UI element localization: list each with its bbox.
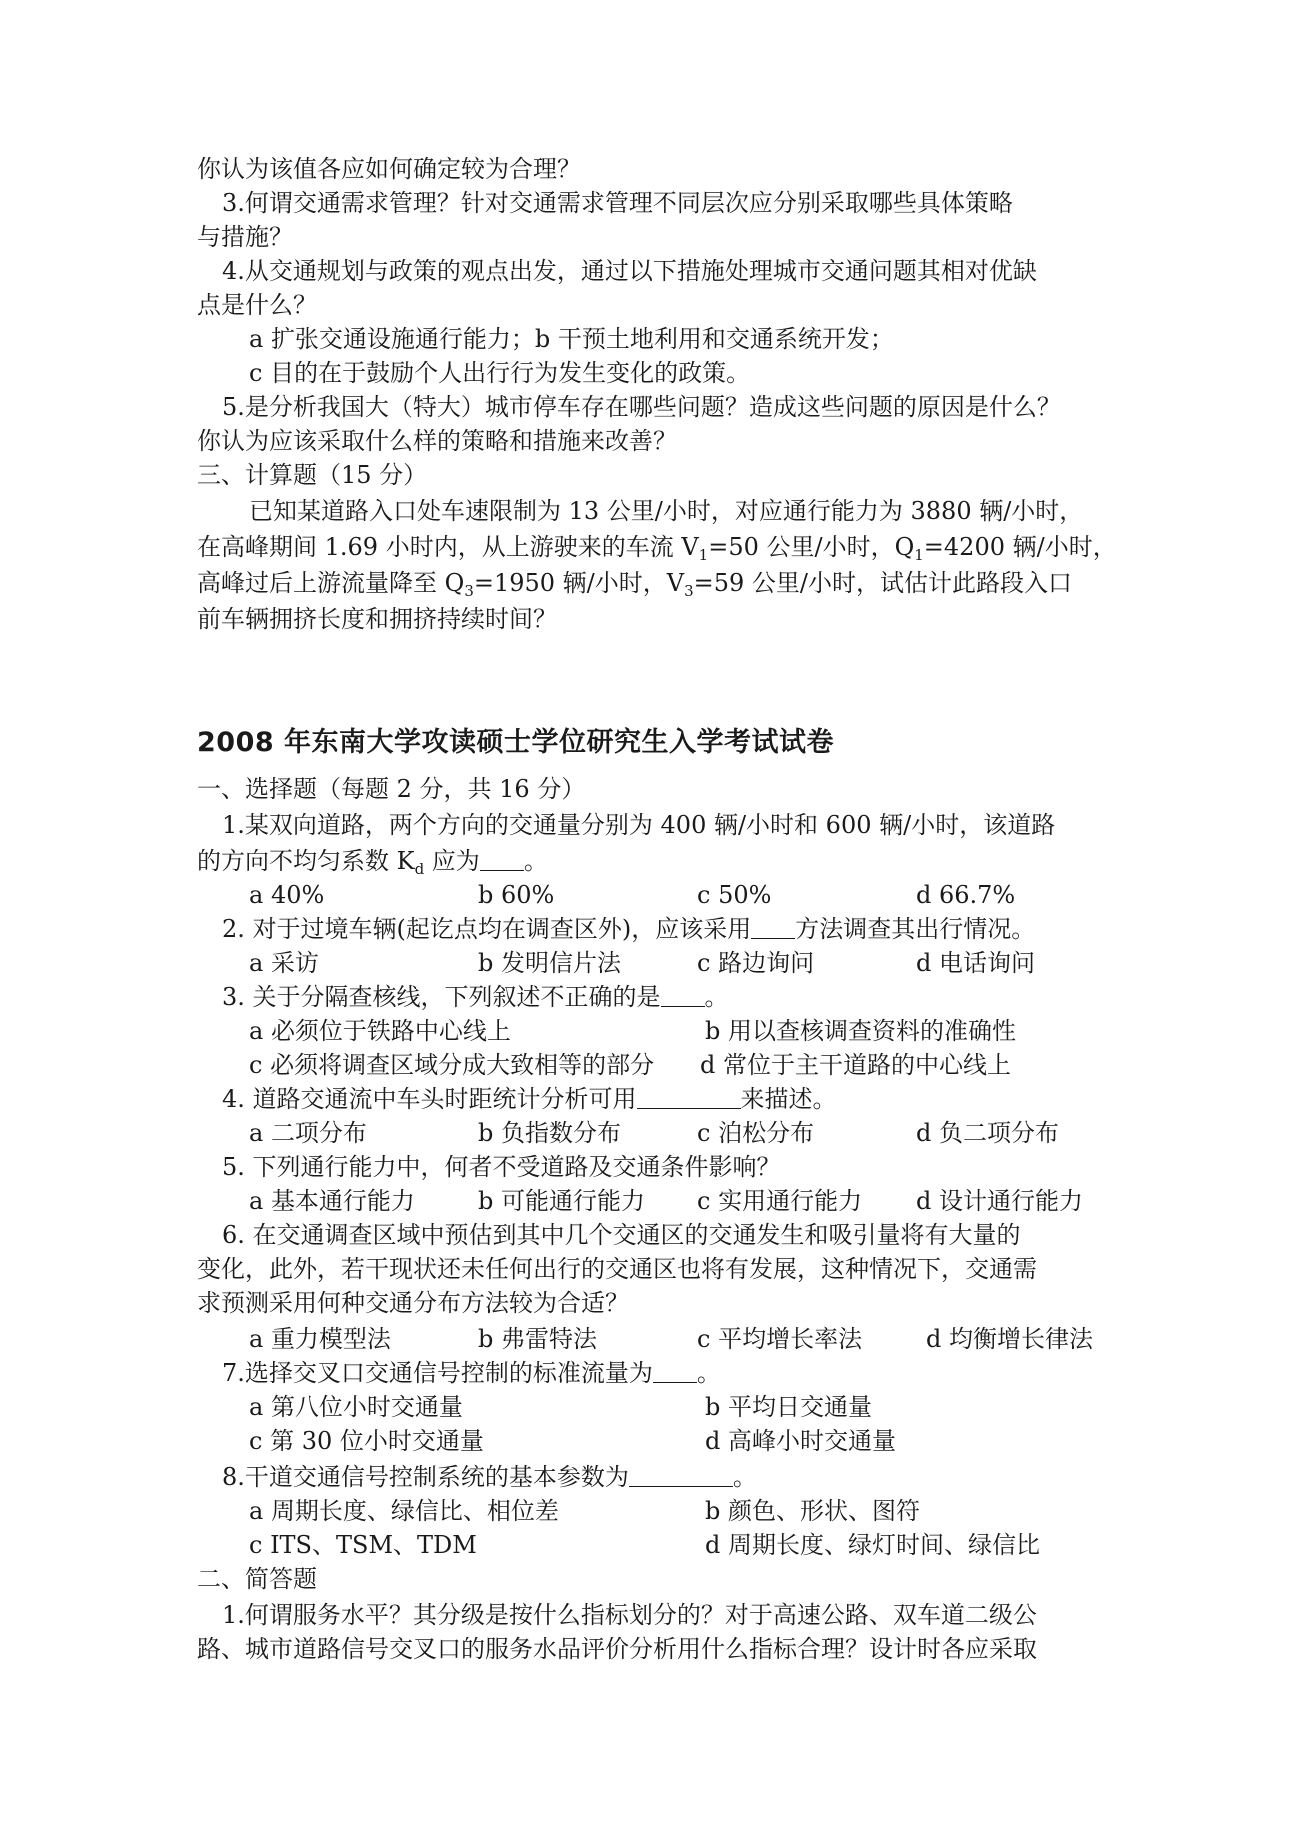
option: c 50% xyxy=(697,881,772,909)
answer-blank xyxy=(637,1086,741,1109)
option: b 用以查核调查资料的准确性 xyxy=(705,1017,1016,1045)
text-line: 你认为该值各应如何确定较为合理？ xyxy=(197,155,581,183)
option-line: a 扩张交通设施通行能力；b 干预土地利用和交通系统开发； xyxy=(249,325,894,353)
calc-line: 前车辆拥挤长度和拥挤持续时间？ xyxy=(197,605,557,633)
question-4: 4. 道路交通流中车头时距统计分析可用 来描述。 xyxy=(222,1085,837,1113)
text-line: 路、城市道路信号交叉口的服务水品评价分析用什么指标合理？设计时各应采取 xyxy=(197,1635,1037,1663)
answer-blank xyxy=(480,848,524,871)
section-heading-short: 二、简答题 xyxy=(197,1565,317,1593)
question-7: 7.选择交叉口交通信号控制的标准流量为 。 xyxy=(222,1359,721,1387)
calc-line: 在高峰期间 1.69 小时内，从上游驶来的车流 $V_1=50$ 公里/小时，$Q_1=4200$ 辆/小时， xyxy=(197,533,1117,564)
question-5: 5.是分析我国大（特大）城市停车存在哪些问题？造成这些问题的原因是什么？ xyxy=(222,393,1061,421)
answer-blank xyxy=(653,1360,697,1383)
option: a 40% xyxy=(249,881,325,909)
option: d 常位于主干道路的中心线上 xyxy=(700,1051,1011,1079)
option: d 周期长度、绿灯时间、绿信比 xyxy=(705,1531,1040,1559)
option: b 颜色、形状、图符 xyxy=(705,1497,920,1525)
option: c ITS、TSM、TDM xyxy=(249,1531,477,1559)
option: a 采访 xyxy=(249,949,319,977)
option: c 路边询问 xyxy=(697,949,815,977)
question-6: 6. 在交通调查区域中预估到其中几个交通区的交通发生和吸引量将有大量的 xyxy=(222,1221,1021,1249)
question-1: 1.某双向道路，两个方向的交通量分别为 400 辆/小时和 600 辆/小时，该道路 xyxy=(222,811,1056,839)
text-line: 求预测采用何种交通分布方法较为合适？ xyxy=(197,1289,629,1317)
option: d 负二项分布 xyxy=(916,1119,1059,1147)
option: d 高峰小时交通量 xyxy=(705,1427,896,1455)
text-line: 与措施？ xyxy=(197,223,293,251)
option: b 可能通行能力 xyxy=(478,1187,645,1215)
question-5: 5. 下列通行能力中，何者不受道路及交通条件影响？ xyxy=(222,1153,781,1181)
text-line: 变化，此外，若干现状还未任何出行的交通区也将有发展，这种情况下，交通需 xyxy=(197,1255,1037,1283)
option: c 第 30 位小时交通量 xyxy=(249,1427,484,1455)
calc-line: 高峰过后上游流量降至 $Q_3=1950$ 辆/小时，$V_3=59$ 公里/小时，试估计此路段入口 xyxy=(197,569,1073,600)
option: d 66.7% xyxy=(916,881,1016,909)
answer-blank xyxy=(629,1464,733,1487)
text-line: 你认为应该采取什么样的策略和措施来改善？ xyxy=(197,427,677,455)
question-3: 3.何谓交通需求管理？针对交通需求管理不同层次应分别采取哪些具体策略 xyxy=(222,189,1013,217)
question-1-cont: 的方向不均匀系数 $K_d$ 应为 。 xyxy=(197,847,548,878)
short-question-1: 1.何谓服务水平？其分级是按什么指标划分的？对于高速公路、双车道二级公 xyxy=(222,1601,1037,1629)
section-heading-choice: 一、选择题（每题 2 分，共 16 分） xyxy=(197,775,586,803)
option: b 发明信片法 xyxy=(478,949,621,977)
option: a 必须位于铁路中心线上 xyxy=(249,1017,511,1045)
question-4: 4.从交通规划与政策的观点出发，通过以下措施处理城市交通问题其相对优缺 xyxy=(222,257,1037,285)
option: c 泊松分布 xyxy=(697,1119,815,1147)
option: a 二项分布 xyxy=(249,1119,367,1147)
option: a 第八位小时交通量 xyxy=(249,1393,463,1421)
option: d 设计通行能力 xyxy=(916,1187,1083,1215)
option: b 平均日交通量 xyxy=(705,1393,872,1421)
option: b 60% xyxy=(478,881,555,909)
text-line: 点是什么？ xyxy=(197,291,317,319)
option: a 基本通行能力 xyxy=(249,1187,415,1215)
section-heading-calc: 三、计算题（15 分） xyxy=(197,461,428,489)
question-8: 8.干道交通信号控制系统的基本参数为 。 xyxy=(222,1463,757,1491)
option: d 电话询问 xyxy=(916,949,1035,977)
option: c 必须将调查区域分成大致相等的部分 xyxy=(249,1051,655,1079)
option-line: c 目的在于鼓励个人出行行为发生变化的政策。 xyxy=(249,359,751,387)
question-2: 2. 对于过境车辆(起讫点均在调查区外)，应该采用 方法调查其出行情况。 xyxy=(222,915,1036,943)
option: d 均衡增长律法 xyxy=(926,1325,1093,1353)
answer-blank xyxy=(661,984,705,1007)
answer-blank xyxy=(751,916,795,939)
option: b 弗雷特法 xyxy=(478,1325,597,1353)
option: c 实用通行能力 xyxy=(697,1187,863,1215)
question-3: 3. 关于分隔查核线，下列叙述不正确的是 。 xyxy=(222,983,729,1011)
option: a 周期长度、绿信比、相位差 xyxy=(249,1497,559,1525)
exam-title: 2008 年东南大学攻读硕士学位研究生入学考试试卷 xyxy=(197,727,835,758)
option: c 平均增长率法 xyxy=(697,1325,863,1353)
option: b 负指数分布 xyxy=(478,1119,621,1147)
calc-line: 已知某道路入口处车速限制为 13 公里/小时，对应通行能力为 3880 辆/小时， xyxy=(249,497,1084,525)
option: a 重力模型法 xyxy=(249,1325,391,1353)
